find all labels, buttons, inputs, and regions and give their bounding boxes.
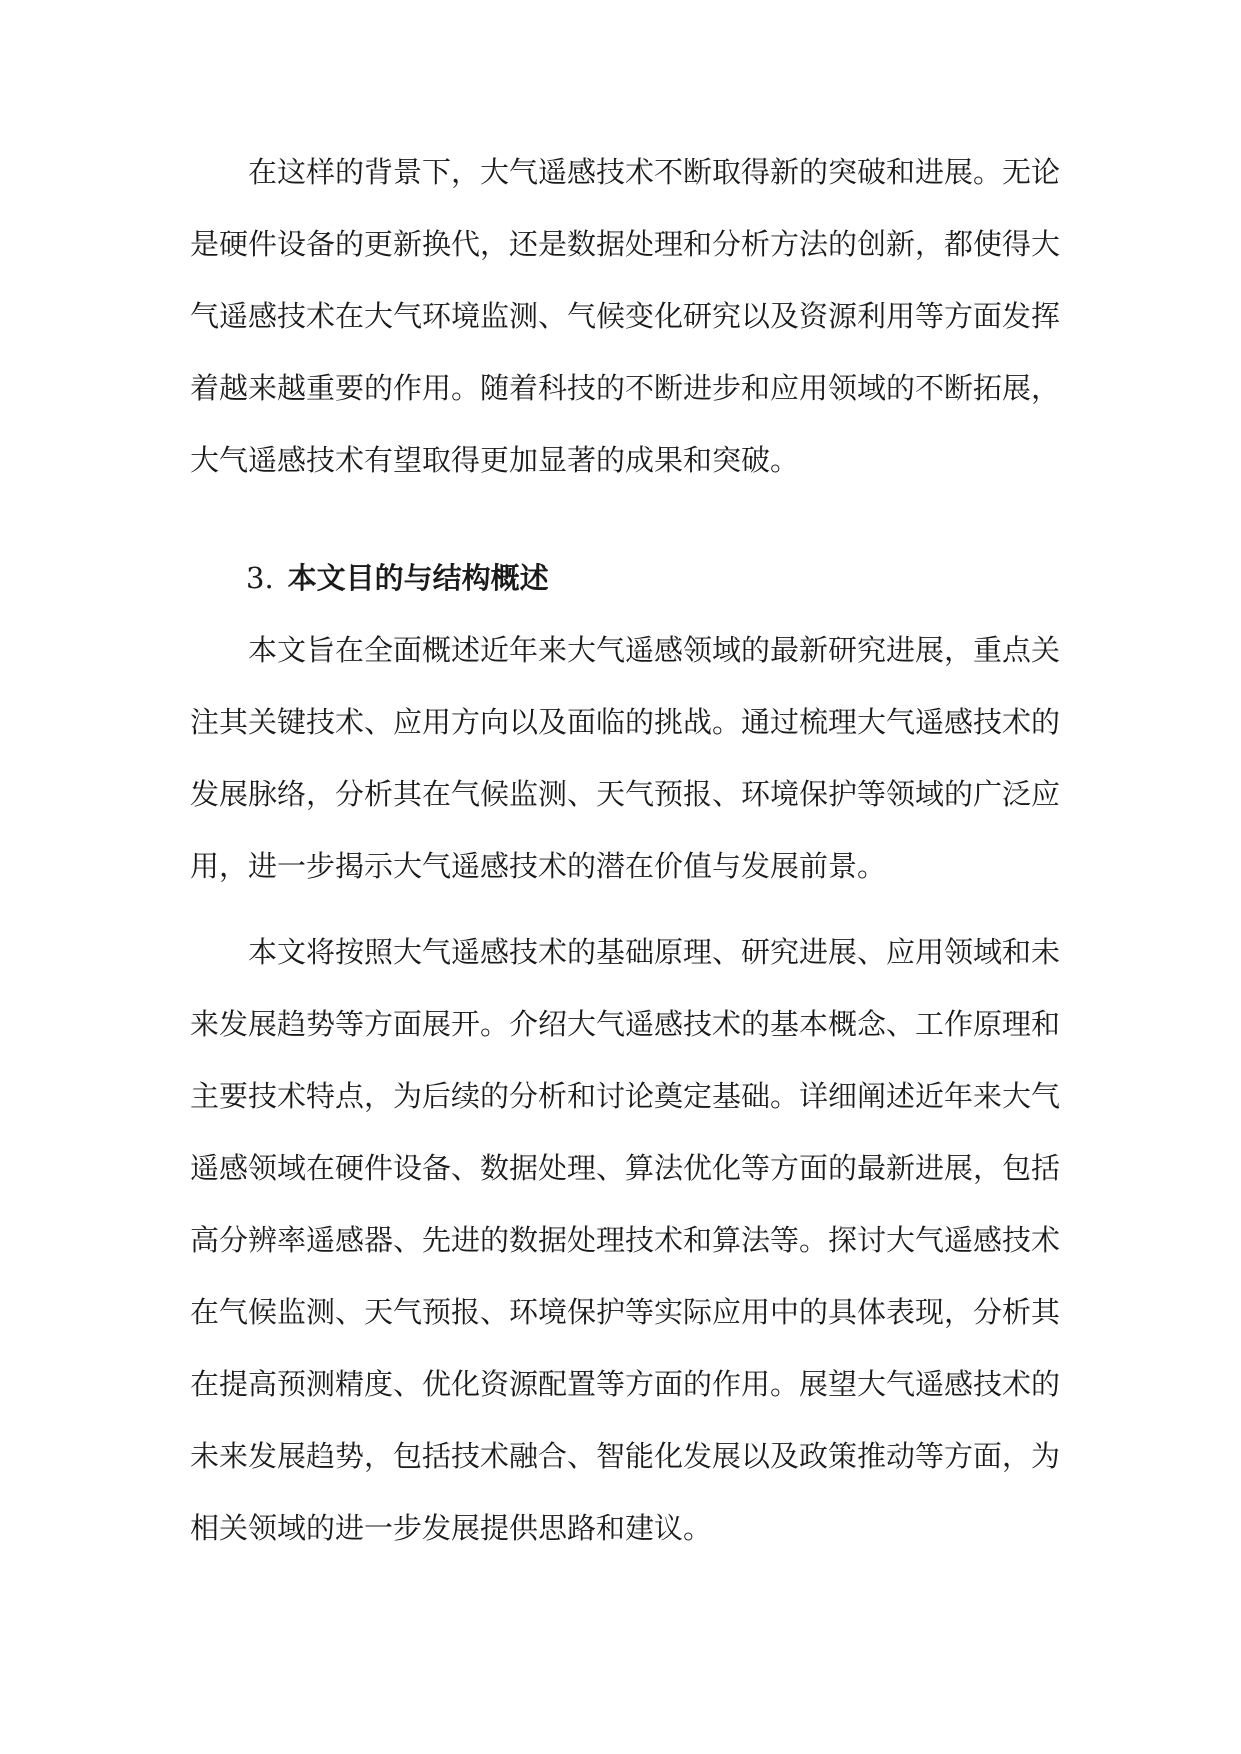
text-line: 相关领域的进一步发展提供思路和建议。 — [190, 1511, 713, 1545]
text-line: 在气候监测、天气预报、环境保护等实际应用中的具体表现，分析其 — [190, 1295, 1060, 1329]
text-line: 在这样的背景下，大气遥感技术不断取得新的突破和进展。无论 — [248, 155, 1060, 189]
section-number: 3. — [246, 561, 274, 595]
section-heading — [246, 554, 549, 602]
text-line: 在提高预测精度、优化资源配置等方面的作用。展望大气遥感技术的 — [190, 1367, 1060, 1401]
text-line: 未来发展趋势，包括技术融合、智能化发展以及政策推动等方面，为 — [190, 1439, 1060, 1473]
text-line: 用，进一步揭示大气遥感技术的潜在价值与发展前景。 — [190, 849, 887, 883]
text-line: 本文旨在全面概述近年来大气遥感领域的最新研究进展，重点关 — [248, 633, 1060, 667]
text-line: 来发展趋势等方面展开。介绍大气遥感技术的基本概念、工作原理和 — [190, 1007, 1060, 1041]
section-title: 本文目的与结构概述 — [287, 561, 549, 595]
text-line: 气遥感技术在大气环境监测、气候变化研究以及资源利用等方面发挥 — [190, 299, 1060, 333]
text-line: 发展脉络，分析其在气候监测、天气预报、环境保护等领域的广泛应 — [190, 777, 1060, 811]
text-line: 大气遥感技术有望取得更加显著的成果和突破。 — [190, 443, 800, 477]
text-line: 高分辨率遥感器、先进的数据处理技术和算法等。探讨大气遥感技术 — [190, 1223, 1060, 1257]
text-line: 本文将按照大气遥感技术的基础原理、研究进展、应用领域和未 — [248, 935, 1060, 969]
text-line: 是硬件设备的更新换代，还是数据处理和分析方法的创新，都使得大 — [190, 227, 1060, 261]
text-line: 注其关键技术、应用方向以及面临的挑战。通过梳理大气遥感技术的 — [190, 705, 1060, 739]
text-line: 遥感领域在硬件设备、数据处理、算法优化等方面的最新进展，包括 — [190, 1151, 1060, 1185]
text-line: 着越来越重要的作用。随着科技的不断进步和应用领域的不断拓展， — [190, 371, 1060, 405]
text-line: 主要技术特点，为后续的分析和讨论奠定基础。详细阐述近年来大气 — [190, 1079, 1060, 1113]
